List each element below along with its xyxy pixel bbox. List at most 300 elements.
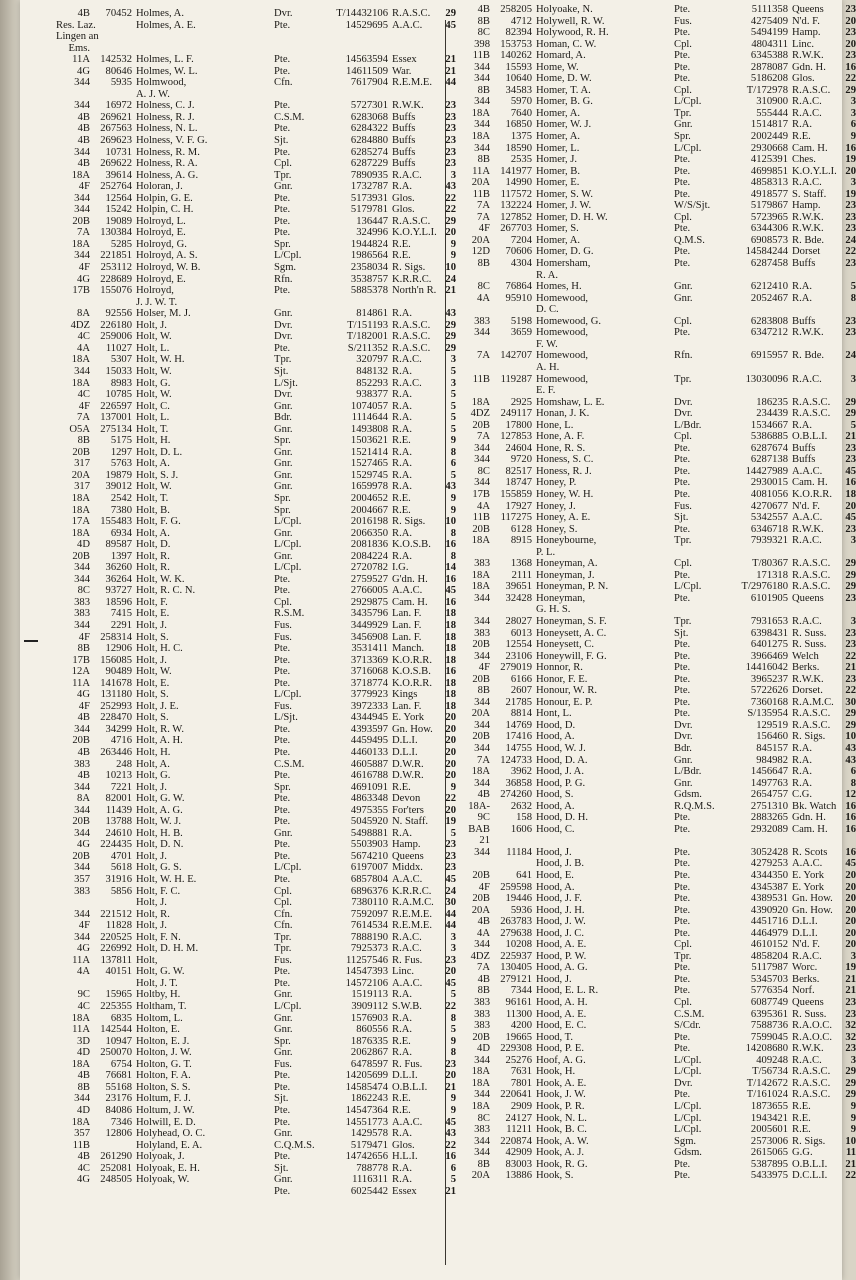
entry-name: A. J. W. [136, 88, 170, 100]
entry-page-ref: 23 [445, 862, 456, 874]
entry-unit: 7A [477, 754, 490, 766]
entry-rank: Bdr. [274, 412, 292, 424]
entry-name: Holt, J. T. [136, 977, 178, 989]
entry-page-ref: 16 [445, 1151, 456, 1163]
entry-pow-number: 137001 [100, 412, 132, 424]
list-item [56, 1047, 456, 1059]
entry-name: Homer, D. H. W. [536, 211, 608, 223]
list-item [56, 354, 456, 366]
entry-pow-number: 83003 [505, 1158, 532, 1170]
entry-regiment: R. Fus. [392, 1058, 423, 1070]
entry-page-ref: 18 [445, 700, 456, 712]
entry-regiment: K.O.R.R. [392, 654, 433, 666]
entry-rank: Cpl. [274, 885, 292, 897]
entry-service-number: 2084224 [350, 550, 388, 562]
list-item [456, 674, 856, 686]
entry-name: Homan, C. W. [536, 38, 597, 50]
entry-page-ref: 9 [850, 1124, 856, 1136]
entry-service-number: 6287138 [750, 454, 788, 466]
entry-rank: Pte. [274, 227, 291, 239]
entry-pow-number: 70452 [105, 8, 132, 19]
entry-unit: 4B [77, 747, 90, 758]
entry-service-number: 5723965 [750, 211, 788, 223]
list-item [456, 374, 856, 386]
entry-unit: 17A [71, 516, 90, 528]
entry-unit: 4B [77, 1070, 90, 1082]
entry-unit: 4B [77, 1151, 90, 1163]
entry-rank: Gnr. [274, 1128, 293, 1140]
entry-unit: 11B [472, 50, 490, 62]
list-item [56, 862, 456, 874]
entry-service-number: T/161024 [746, 1089, 788, 1101]
entry-regiment: Devon [392, 793, 421, 805]
entry-unit: 8B [77, 435, 90, 447]
entry-page-ref: 23 [445, 954, 456, 966]
entry-rank: Spr. [274, 781, 291, 793]
entry-rank: Fus. [274, 1058, 292, 1070]
entry-unit: 4DZ [70, 319, 90, 331]
entry-rank: Pte. [674, 858, 691, 870]
entry-page-ref: 29 [845, 396, 856, 408]
entry-unit: 4A [477, 292, 490, 304]
entry-rank: Pte. [274, 1104, 291, 1116]
list-item [56, 331, 456, 343]
entry-page-ref: 21 [445, 65, 456, 77]
list-item [56, 735, 456, 747]
entry-rank: Pte. [274, 1116, 291, 1128]
entry-page-ref: 5 [850, 419, 856, 431]
entry-page-ref: 20 [445, 1070, 456, 1082]
margin-mark [24, 640, 38, 642]
entry-page-ref: 23 [845, 627, 856, 639]
list-item [56, 909, 456, 921]
list-item [56, 66, 456, 78]
entry-page-ref: 3 [850, 96, 856, 108]
entry-pow-number: 142544 [100, 1024, 132, 1036]
entry-pow-number: 2925 [510, 396, 532, 408]
entry-pow-number: 119287 [500, 373, 532, 385]
list-item [56, 978, 456, 990]
entry-pow-number: 5618 [110, 862, 132, 874]
entry-rank: Sgm. [674, 1135, 697, 1147]
entry-name: Homer, W. J. [536, 119, 592, 131]
entry-service-number: 3456908 [350, 631, 388, 643]
entry-rank: Cpl. [674, 84, 692, 96]
entry-pow-number: 142532 [100, 54, 132, 66]
entry-name: Honeyman, P. N. [536, 581, 609, 593]
entry-regiment: R.A. [392, 1012, 413, 1024]
entry-pow-number: 34299 [105, 723, 132, 735]
entry-pow-number: 5198 [510, 315, 532, 327]
list-item [56, 851, 456, 863]
entry-pow-number: 19665 [505, 1031, 532, 1043]
entry-unit: 11A [72, 677, 90, 689]
list-item [56, 250, 456, 262]
entry-regiment: R.A. [792, 419, 813, 431]
entry-service-number: 2081836 [350, 539, 388, 551]
entry-rank: Cpl. [674, 431, 692, 443]
entry-page-ref: 9 [450, 435, 456, 447]
entry-pow-number: 250070 [100, 1047, 132, 1059]
list-item [456, 1055, 856, 1067]
entry-name: Holt, A. G. [136, 804, 183, 816]
entry-rank: L/Cpl. [674, 1100, 702, 1112]
entry-name: Holyoak, E. H. [136, 1162, 200, 1174]
entry-unit: 20A [471, 904, 490, 916]
entry-regiment: A.A.C. [392, 977, 423, 989]
entry-service-number: 4270677 [750, 500, 788, 512]
entry-rank: L/Cpl. [274, 1001, 302, 1013]
entry-name: Holt, G. [136, 377, 171, 389]
entry-rank: W/S/Sjt. [674, 200, 711, 212]
entry-regiment: R.E. [792, 1100, 811, 1112]
list-item [456, 304, 856, 316]
entry-rank: Spr. [274, 238, 291, 250]
entry-rank: Pte. [674, 973, 691, 985]
entry-pow-number: 36858 [505, 777, 532, 789]
entry-regiment: A.A.C. [392, 585, 423, 597]
entry-pow-number: 141678 [100, 677, 132, 689]
entry-regiment: N. Staff. [392, 816, 428, 828]
entry-service-number: 1943421 [750, 1112, 788, 1124]
entry-service-number: 5117987 [751, 962, 788, 974]
list-item [56, 204, 456, 216]
entry-page-ref: 23 [845, 673, 856, 685]
entry-regiment: A.A.C. [392, 874, 423, 886]
entry-pow-number: 4712 [510, 15, 532, 27]
entry-name: Honeywill, F. G. [536, 650, 607, 662]
entry-rank: C.S.M. [274, 758, 305, 770]
entry-page-ref: 43 [445, 1128, 456, 1140]
entry-service-number: 1576903 [350, 1012, 388, 1024]
entry-name: Hook, A. J. [536, 1147, 584, 1159]
list-item [456, 212, 856, 224]
entry-rank: Pte. [674, 893, 691, 905]
entry-regiment: R.E. [392, 238, 411, 250]
entry-unit: 20B [472, 523, 490, 535]
entry-service-number: 14427989 [745, 465, 788, 477]
list-item [56, 320, 456, 332]
entry-service-number: 5387895 [750, 1158, 788, 1170]
entry-unit: 4F [78, 700, 90, 712]
entry-name: Honeyman, S. F. [536, 615, 607, 627]
entry-service-number: 6197007 [350, 862, 388, 874]
entry-page-ref: 9 [850, 1112, 856, 1124]
entry-regiment: A.A.C. [792, 465, 823, 477]
entry-pow-number: 130384 [100, 227, 132, 239]
entry-pow-number: 221512 [100, 908, 132, 920]
entry-pow-number: 228470 [100, 712, 132, 724]
entry-rank: Gnr. [274, 827, 293, 839]
entry-name: Holt, E. [136, 677, 170, 689]
entry-name: Hoof, A. G. [536, 1054, 586, 1066]
list-item [456, 258, 856, 270]
entry-name: Hood, P. W. [536, 950, 587, 962]
entry-regiment: R.E. [392, 781, 411, 793]
entry-name: Hood, J. A. [536, 766, 584, 778]
entry-regiment: D.L.I. [392, 1070, 418, 1082]
entry-page-ref: 23 [845, 327, 856, 339]
list-item [56, 874, 456, 886]
entry-regiment: R. Sigs. [792, 1135, 826, 1147]
list-item [56, 1036, 456, 1048]
entry-unit: 18A [71, 527, 90, 539]
entry-page-ref: 3 [850, 177, 856, 189]
list-item [456, 131, 856, 143]
entry-regiment: Buffs [392, 123, 416, 135]
list-item [456, 651, 856, 663]
entry-service-number: 6344306 [750, 223, 788, 235]
entry-regiment: Buffs [392, 111, 416, 123]
entry-unit: 344 [74, 192, 90, 204]
entry-page-ref: 29 [445, 319, 456, 331]
entry-service-number: 7939321 [750, 535, 788, 547]
entry-regiment: Welch [792, 650, 819, 662]
entry-name: Hood, E. [536, 870, 574, 882]
entry-page-ref: 29 [845, 581, 856, 593]
entry-unit: 344 [474, 454, 490, 466]
entry-name: Hood, W. J. [536, 743, 586, 754]
entry-name: Holyoake, N. [536, 4, 593, 15]
entry-service-number: 14563594 [345, 54, 388, 66]
entry-rank: Pte. [674, 904, 691, 916]
entry-service-number: 5498881 [350, 827, 388, 839]
entry-name: Homer, A. [536, 234, 581, 246]
entry-page-ref: 3 [450, 931, 456, 943]
entry-name: Honeysett, C. [536, 639, 594, 651]
entry-pow-number: 252993 [100, 700, 132, 712]
entry-page-ref: 3 [450, 943, 456, 955]
entry-rank: Pte. [274, 816, 291, 828]
list-item [56, 378, 456, 390]
entry-name: Holt, F. N. [136, 931, 181, 943]
entry-unit: 18A- [468, 800, 490, 812]
entry-service-number: 6212410 [750, 281, 788, 293]
entry-rank: Gnr. [274, 458, 293, 470]
entry-page-ref: 16 [445, 573, 456, 585]
entry-unit: 4F [78, 920, 90, 932]
entry-name: Holywood, R. H. [536, 27, 609, 39]
entry-name: Hood, P. E. [536, 1043, 584, 1055]
entry-page-ref: 5 [450, 1174, 456, 1186]
entry-unit: 344 [74, 827, 90, 839]
list-item [56, 181, 456, 193]
entry-rank: Pte. [274, 65, 291, 77]
list-item [56, 435, 456, 447]
entry-pow-number: 141977 [500, 165, 532, 177]
entry-rank: Sjt. [274, 135, 289, 147]
list-item [56, 655, 456, 667]
entry-name: Holt, W. K. [136, 573, 185, 585]
entry-regiment: R.A.C. [792, 535, 822, 547]
entry-page-ref: 5 [450, 827, 456, 839]
entry-pow-number: 19089 [105, 215, 132, 227]
entry-page-ref: 44 [445, 908, 456, 920]
entry-pow-number: 155859 [500, 488, 532, 500]
entry-unit: 4D [77, 1047, 90, 1059]
entry-rank: Gnr. [274, 527, 293, 539]
entry-page-ref: 22 [845, 685, 856, 697]
entry-service-number: 6283808 [750, 315, 788, 327]
entry-rank: Cpl. [674, 939, 692, 951]
entry-service-number: 5186208 [750, 73, 788, 85]
entry-unit: 4B [77, 712, 90, 724]
entry-regiment: For'ters [392, 804, 424, 816]
entry-unit: 4B [477, 4, 490, 15]
list-item [56, 782, 456, 794]
entry-regiment: R.A. [792, 119, 813, 131]
entry-pow-number: 18747 [505, 477, 532, 489]
entry-page-ref: 16 [845, 477, 856, 489]
entry-page-ref: 5 [450, 412, 456, 424]
entry-service-number: S/135954 [747, 708, 788, 720]
entry-page-ref: 16 [445, 539, 456, 551]
entry-page-ref: 20 [845, 15, 856, 27]
list-item [456, 1101, 856, 1113]
entry-rank: Cpl. [274, 897, 292, 909]
entry-service-number: 14547364 [345, 1104, 388, 1116]
entry-page-ref: 9 [450, 1035, 456, 1047]
entry-page-ref: 5 [450, 389, 456, 401]
entry-unit: Res. Laz. [56, 19, 96, 31]
entry-rank: Spr. [274, 492, 291, 504]
entry-pow-number: 5307 [110, 354, 132, 366]
list-item [456, 1032, 856, 1044]
entry-name: Holoran, J. [136, 181, 183, 193]
entry-rank: R.S.M. [274, 608, 305, 620]
list-item [56, 412, 456, 424]
entry-page-ref: 22 [845, 246, 856, 258]
entry-regiment: R.A.C. [392, 931, 422, 943]
entry-name: Hook, N. L. [536, 1112, 587, 1124]
entry-rank: Pte. [674, 870, 691, 882]
list-item [456, 824, 856, 836]
entry-service-number: 6287458 [750, 258, 788, 270]
entry-rank: Dvr. [274, 331, 293, 343]
entry-service-number: 1876335 [350, 1035, 388, 1047]
entry-page-ref: 3 [850, 535, 856, 547]
entry-unit: 20B [72, 215, 90, 227]
entry-regiment: Gn. How. [392, 723, 433, 735]
entry-service-number: 4605887 [350, 758, 388, 770]
entry-rank: Pte. [674, 61, 691, 73]
entry-pow-number: 226992 [100, 943, 132, 955]
entry-unit: 344 [474, 477, 490, 489]
entry-name: Holt, D. L. [136, 446, 183, 458]
entry-page-ref: 16 [845, 61, 856, 73]
entry-service-number: 5179867 [750, 200, 788, 212]
entry-name: Holt, S. [136, 631, 169, 643]
entry-regiment: R.A.S.C. [792, 408, 831, 420]
entry-unit: 4A [477, 500, 490, 512]
list-item [56, 274, 456, 286]
entry-regiment: Queens [792, 997, 824, 1009]
entry-regiment: Cam. H. [792, 477, 828, 489]
entry-name: Holton, E. J. [136, 1035, 190, 1047]
list-item [56, 343, 456, 355]
entry-pow-number: 279019 [500, 662, 532, 674]
entry-service-number: 3449929 [350, 619, 388, 631]
entry-regiment: A.A.C. [392, 1116, 423, 1128]
entry-regiment: R. Sigs. [792, 731, 826, 743]
list-item [456, 62, 856, 74]
entry-regiment: R.A. [392, 1047, 413, 1059]
entry-pow-number: 2607 [510, 685, 532, 697]
entry-pow-number: 82001 [105, 793, 132, 805]
entry-pow-number: 153753 [500, 38, 532, 50]
entry-rank: Pte. [674, 662, 691, 674]
list-item [456, 581, 856, 593]
entry-name: Hood, J. F. [536, 893, 582, 905]
entry-pow-number: 23106 [505, 650, 532, 662]
entry-rank: Sjt. [274, 1093, 289, 1105]
entry-pow-number: 5763 [110, 458, 132, 470]
entry-page-ref: 29 [845, 558, 856, 570]
entry-service-number: T/14432106 [336, 8, 388, 19]
entry-page-ref: 8 [450, 1012, 456, 1024]
entry-service-number: 6101905 [750, 592, 788, 604]
list-item [56, 897, 456, 909]
entry-rank: Pte. [274, 342, 291, 354]
entry-page-ref: 21 [845, 973, 856, 985]
entry-unit: 12A [71, 666, 90, 678]
entry-rank: L/Cpl. [274, 562, 302, 574]
entry-rank: Bdr. [674, 743, 692, 754]
entry-regiment: Berks. [792, 973, 820, 985]
entry-service-number: 2052467 [750, 292, 788, 304]
entry-name: Holt, H. C. [136, 643, 183, 655]
entry-regiment: R.W.K. [792, 327, 824, 339]
entry-regiment: K.O.R.R. [792, 488, 833, 500]
entry-service-number: 4125391 [750, 154, 788, 166]
entry-regiment: R.A.S.C. [392, 319, 431, 331]
entry-rank: Gnr. [274, 423, 293, 435]
entry-service-number: 14742656 [345, 1151, 388, 1163]
entry-page-ref: 22 [445, 1001, 456, 1013]
entry-service-number: 320797 [356, 354, 388, 366]
entry-service-number: 1873655 [750, 1100, 788, 1112]
entry-rank: Fus. [674, 500, 692, 512]
entry-unit: 344 [74, 862, 90, 874]
list-item [456, 858, 856, 870]
entry-service-number: T/56734 [752, 1066, 788, 1078]
entry-rank: Pte. [274, 1070, 291, 1082]
entry-unit: 4D [77, 539, 90, 551]
entry-name: Holt, E. [136, 608, 170, 620]
entry-page-ref: 23 [845, 200, 856, 212]
entry-pow-number: 10208 [505, 939, 532, 951]
entry-page-ref: 20 [445, 804, 456, 816]
entry-unit: 4A [77, 966, 90, 978]
entry-rank: Pte. [674, 73, 691, 85]
entry-page-ref: 9 [850, 1100, 856, 1112]
entry-service-number: 4460133 [350, 747, 388, 758]
list-item [456, 985, 856, 997]
entry-rank: Fus. [274, 619, 292, 631]
list-item [56, 424, 456, 436]
entry-name: Honey, J. [536, 500, 576, 512]
entry-pow-number: 252764 [100, 181, 132, 193]
entry-regiment: Queens [392, 850, 424, 862]
entry-name: Holt, D. H. M. [136, 943, 199, 955]
entry-pow-number: 10785 [105, 389, 132, 401]
entry-regiment: R.E. [392, 1104, 411, 1116]
entry-pow-number: 269623 [100, 135, 132, 147]
entry-unit: 4C [77, 1001, 90, 1013]
entry-unit: 20A [471, 234, 490, 246]
entry-pow-number: 1297 [110, 446, 132, 458]
entry-regiment: Glos. [392, 1139, 415, 1151]
